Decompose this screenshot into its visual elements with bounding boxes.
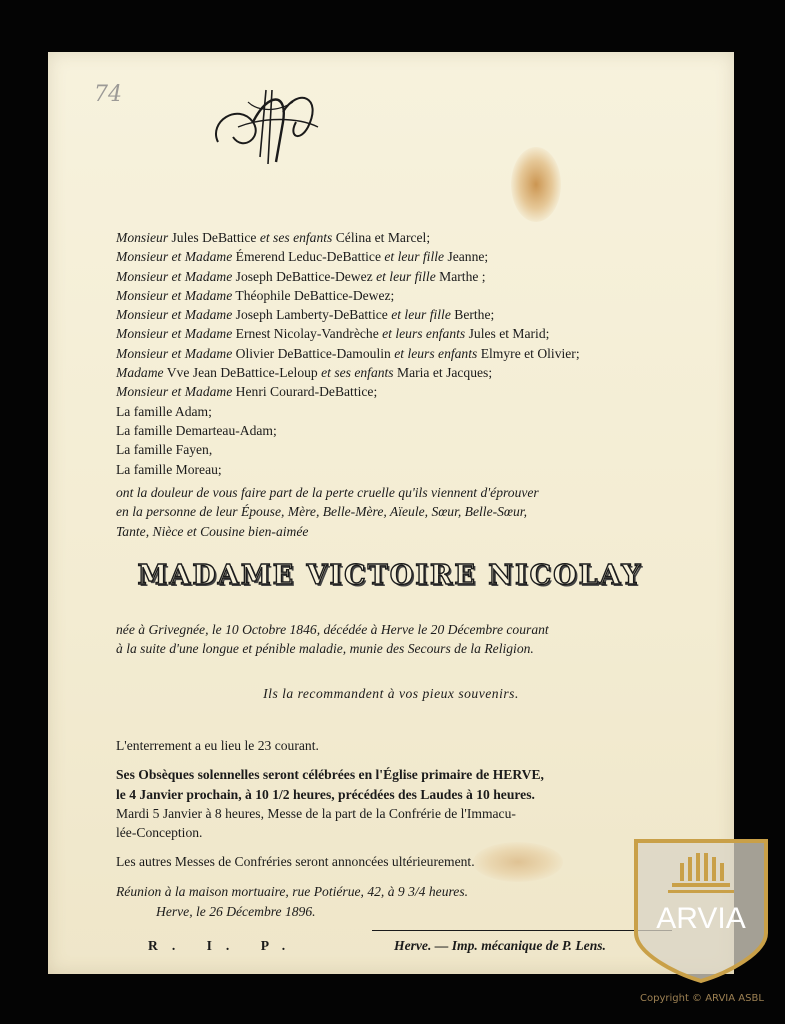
birth-death-line: née à Grivegnée, le 10 Octobre 1846, décédée à Herve le 20 Décembre courant xyxy=(116,622,549,637)
family-line: Madame Vve Jean DeBattice-Leloup et ses enfants Maria et Jacques; xyxy=(116,365,493,381)
family-line: Monsieur et Madame Joseph Lamberty-DeBattice et leur fille Berthe; xyxy=(116,307,495,323)
family-line: La famille Fayen, xyxy=(116,442,213,458)
stain-top xyxy=(511,147,561,222)
obsequies-line: Ses Obsèques solennelles seront célébrées en l'Église primaire de HERVE, xyxy=(116,767,544,783)
mass-line: lée-Conception. xyxy=(116,825,203,841)
arvia-watermark-icon xyxy=(628,833,774,985)
family-line: La famille Moreau; xyxy=(116,461,222,477)
family-line: Monsieur et Madame Émerend Leduc-DeBattice et leur fille Jeanne; xyxy=(116,249,489,265)
obsequies-line: le 4 Janvier prochain, à 10 1/2 heures, précédées des Laudes à 10 heures. xyxy=(116,786,535,802)
monogram-icon xyxy=(208,82,328,172)
family-line: Monsieur et Madame Olivier DeBattice-Damoulin et leurs enfants Elmyre et Olivier; xyxy=(116,345,580,361)
reunion-line: Réunion à la maison mortuaire, rue Potiérue, 42, à 9 3/4 heures. xyxy=(116,883,469,899)
family-line: Monsieur et Madame Ernest Nicolay-Vandrèche et leurs enfants Jules et Marid; xyxy=(116,326,550,342)
announcement-text xyxy=(116,483,736,541)
watermark-name: ARVIA xyxy=(656,902,746,935)
rip-text: R. I. P. xyxy=(148,938,300,953)
mass-line: Mardi 5 Janvier à 8 heures, Messe de la part de la Confrérie de l'Immacu- xyxy=(116,805,516,821)
other-masses-line: Les autres Messes de Confréries seront annoncées ultérieurement. xyxy=(116,854,475,870)
pencil-mark: 74 xyxy=(94,82,122,107)
announcement-line: Tante, Nièce et Cousine bien-aimée xyxy=(116,523,309,539)
announcement-line: en la personne de leur Épouse, Mère, Belle-Mère, Aïeule, Sœur, Belle-Sœur, xyxy=(116,504,527,520)
recommendation-text: Ils la recommandent à vos pieux souvenirs. xyxy=(263,686,519,701)
family-line: Monsieur Jules DeBattice et ses enfants Célina et Marcel; xyxy=(116,230,431,245)
copyright-text: Copyright © ARVIA ASBL xyxy=(640,993,764,1004)
printer-credit: Herve. — Imp. mécanique de P. Lens. xyxy=(394,938,606,953)
family-line: Monsieur et Madame Joseph DeBattice-Dewez et leur fille Marthe ; xyxy=(116,268,486,284)
family-line: La famille Demarteau-Adam; xyxy=(116,422,277,438)
deceased-name-heading: MADAME VICTOIRE NICOLAY xyxy=(137,560,643,591)
printer-divider xyxy=(372,930,672,931)
family-line: Monsieur et Madame Henri Courard-DeBattice; xyxy=(116,384,378,400)
family-line: La famille Adam; xyxy=(116,403,212,419)
family-list xyxy=(116,228,736,479)
burial-line: L'enterrement a eu lieu le 23 courant. xyxy=(116,738,319,753)
birth-death-line: à la suite d'une longue et pénible maladie, munie des Secours de la Religion. xyxy=(116,641,534,657)
place-date: Herve, le 26 Décembre 1896. xyxy=(156,904,316,919)
family-line: Monsieur et Madame Théophile DeBattice-Dewez; xyxy=(116,287,395,303)
announcement-line: ont la douleur de vous faire part de la perte cruelle qu'ils viennent d'éprouver xyxy=(116,485,539,500)
birth-death-text xyxy=(116,620,736,659)
